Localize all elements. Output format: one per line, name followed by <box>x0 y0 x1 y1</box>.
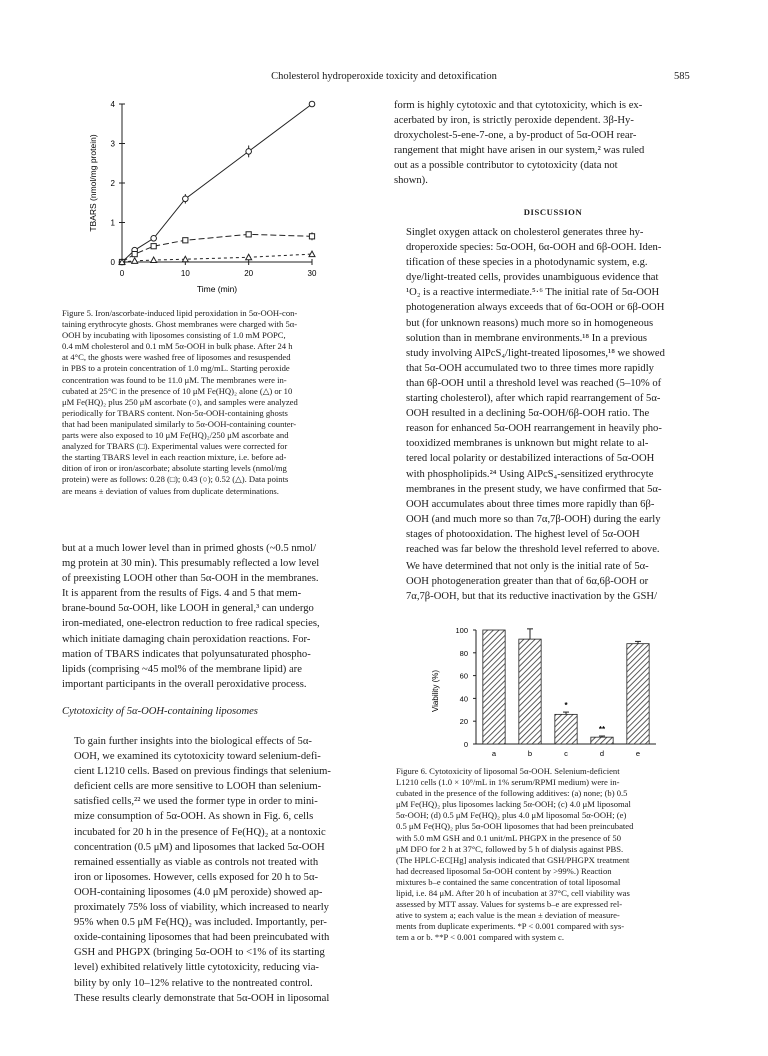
left-paragraph-line: deficient cells are more sensitive to LOOH than selenium- <box>74 781 322 793</box>
page-number: 585 <box>674 71 690 82</box>
left-paragraph-line: OOH, we examined its cytotoxicity toward selenium-defi- <box>74 751 321 763</box>
figure5-point-circle <box>246 149 252 155</box>
right-top-paragraph-line: acerbated by iron, is strictly peroxide dependent. 3β-Hy- <box>394 115 634 127</box>
discussion-p1-line: stages of photooxidation. The highest level of 5α-OOH <box>406 528 640 540</box>
figure6-significance-mark: * <box>564 701 568 711</box>
figure5-caption-line: OOH by incubating with liposomes consisting of 1.0 mM POPC, <box>62 330 286 341</box>
discussion-p1-line: OOH accumulates about three times more rapidly than 6β- <box>406 498 655 510</box>
figure5-caption-line: in PBS to a protein concentration of 1.0 mg/mL. Starting peroxide <box>62 363 290 374</box>
left-continuation-line: It is apparent from the results of Figs. 4 and 5 that mem- <box>62 588 302 600</box>
discussion-heading: DISCUSSION <box>523 207 583 217</box>
left-paragraph-line: These results clearly demonstrate that 5α-OOH in liposomal <box>74 992 330 1004</box>
figure5-caption <box>62 308 380 497</box>
discussion-p1-line: ¹O₂ is a reactive intermediate.⁵·⁶ The initial rate of 5α-OOH <box>406 287 660 299</box>
discussion-p1-line: membranes in the present study, we have confirmed that 5α- <box>406 483 662 495</box>
discussion-p1-line: tooxidized membranes is unknown but might relate to al- <box>406 438 649 450</box>
figure5-x-tick-label: 30 <box>307 269 317 278</box>
figure5-caption-line: periodically for TBARS content. Non-5α-OOH-containing ghosts <box>62 407 288 418</box>
left-paragraph-line: 95% when 0.5 μM Fe(HQ)₂ was included. Importantly, per- <box>74 917 327 929</box>
figure6-caption-line: ative to system a; each value is the mean ± deviation of measure- <box>396 910 620 921</box>
figure5-y-tick-label: 2 <box>110 179 115 188</box>
figure6-caption-line: Figure 6. Cytotoxicity of liposomal 5α-OOH. Selenium-deficient <box>396 766 620 776</box>
figure5-x-tick-label: 10 <box>180 269 190 278</box>
figure6-caption-line: with 5.0 mM GSH and 0.1 unit/mL PHGPX in the presence of 50 <box>396 832 622 843</box>
figure6-caption-line: ments from duplicate experiments. *P < 0.001 compared with sys- <box>396 921 625 932</box>
left-continuation <box>62 541 380 692</box>
figure6-category-label: e <box>635 749 641 758</box>
figure6-y-tick-label: 40 <box>459 694 468 704</box>
discussion-p2-line: We have determined that not only is the initial rate of 5α- <box>406 561 649 572</box>
figure6-y-tick-label: 60 <box>459 671 468 681</box>
left-continuation-line: mation of TBARS indicates that polyunsaturated phospho- <box>62 648 311 660</box>
discussion-paragraph-1 <box>394 225 712 557</box>
figure5-caption-line: μM Fe(HQ)₂ plus 250 μM ascorbate (○), and samples were analyzed <box>62 396 298 407</box>
right-top-paragraph-line: rangement that might have arisen in our system,² was ruled <box>394 145 645 157</box>
left-paragraph-line: incubated for 20 h in the presence of Fe(HQ)₂ at a nontoxic <box>74 826 326 838</box>
figure5-caption-line: Figure 5. Iron/ascorbate-induced lipid peroxidation in 5α-OOH-con- <box>62 308 298 318</box>
figure5-point-circle <box>151 236 157 242</box>
figure6-ylabel: Viability (%) <box>431 669 440 713</box>
left-continuation-line: important participants in the overall peroxidative process. <box>62 678 307 690</box>
figure6-chart <box>420 618 720 768</box>
discussion-p1-line: tification of these species in a photodynamic system, e.g. <box>406 257 648 269</box>
figure6-caption-line: cubated in the presence of the following additives: (a) none; (b) 0.5 <box>396 788 628 799</box>
figure6-caption-line: 0.5 μM Fe(HQ)₂ plus 5α-OOH liposomes that had been preincubated <box>396 821 634 832</box>
left-paragraph-line: To gain further insights into the biological effects of 5α- <box>74 736 312 747</box>
discussion-p1-line: study involving AlPcS₄/light-treated liposomes,¹⁸ we showed <box>406 347 665 359</box>
figure5-y-tick-label: 1 <box>110 218 115 228</box>
figure5-caption-line: are means ± deviation of values from duplicate determinations. <box>62 485 279 496</box>
left-continuation-line: lipids (comprising ~45 mol% of the membrane lipid) are <box>62 663 302 675</box>
figure6-significance-mark: ** <box>598 725 606 735</box>
left-paragraph-line: concentration (0.5 μM) and liposomes that lacked 5α-OOH <box>74 841 325 853</box>
discussion-p1-line: reason for enhanced 5α-OOH rearrangement in heavily pho- <box>406 423 662 435</box>
figure6-y-tick-label: 0 <box>463 740 468 749</box>
right-top-paragraph-line: out as a possible contributor to cytotoxicity (data not <box>394 160 618 172</box>
left-paragraph-line: mize consumption of 5α-OOH. As shown in Fig. 6, cells <box>74 811 314 823</box>
figure5-xlabel: Time (min) <box>196 284 238 294</box>
discussion-p1-line: OOH (and much more so than 7α,7β-OOH) during the early <box>406 513 661 525</box>
figure5-caption-line: that had been manipulated similarly to 5α-OOH-containing counter- <box>62 418 297 429</box>
left-continuation-line: brane-bound 5α-OOH, like LOOH in general,³ can undergo <box>62 603 314 615</box>
figure6-y-tick-label: 100 <box>455 626 468 635</box>
figure5-point-square <box>151 244 156 249</box>
figure5-caption-line: taining erythrocyte ghosts. Ghost membranes were charged with 5α- <box>62 319 298 330</box>
left-paragraph-line: proximately 75% loss of viability, which increased to nearly <box>74 902 329 914</box>
left-paragraph-line: cient L1210 cells. Based on previous findings that selenium- <box>74 766 331 778</box>
left-paragraph-line: bility by only 10–12% relative to the nontreated control. <box>74 977 313 989</box>
discussion-p1-line: that 5α-OOH accumulated two to three times more rapidly <box>406 362 654 374</box>
discussion-p1-line: tered local polarity or destabilized interactions of 5α-OOH <box>406 453 655 465</box>
figure5-caption-line: parts were also exposed to 10 μM Fe(HQ)₂/250 μM ascorbate and <box>62 430 289 441</box>
discussion-p1-line: dye/light-treated cells, provides unambiguous evidence that <box>406 272 659 284</box>
running-title: Cholesterol hydroperoxide toxicity and detoxification <box>271 71 497 82</box>
figure6-bar <box>591 737 613 744</box>
figure6-category-label: d <box>599 749 605 758</box>
discussion-paragraph-2 <box>394 559 712 604</box>
figure5-chart <box>80 96 380 306</box>
left-paragraph-line: level) exhibited relatively little cytotoxicity, reducing via- <box>74 962 319 974</box>
figure6-category-label: c <box>564 749 568 758</box>
right-top-paragraph-line: shown). <box>394 175 428 187</box>
figure6-bar <box>519 639 541 744</box>
figure6-y-tick-label: 20 <box>459 717 468 727</box>
figure6-caption <box>396 766 712 944</box>
right-top-paragraph-line: form is highly cytotoxic and that cytotoxicity, which is ex- <box>394 100 643 111</box>
figure5-caption-line: concentration was found to be 11.0 μM. The membranes were in- <box>62 374 287 385</box>
figure6-caption-line: tem a or b. **P < 0.001 compared with system c. <box>396 932 565 943</box>
left-paragraph-line: oxide-containing liposomes that had been preincubated with <box>74 932 330 944</box>
figure6-caption-line: μM DFO for 2 h at 37°C, followed by 5 h of dialysis against PBS. <box>396 843 624 854</box>
left-paragraph-line: remained essentially as viable as controls not treated with <box>74 856 319 868</box>
discussion-p1-line: with phospholipids.²⁴ Using AlPcS₄-sensitized erythrocyte <box>406 468 654 480</box>
figure5-caption-line: analyzed for TBARS (□). Experimental values were corrected for <box>62 441 288 452</box>
left-continuation-line: but at a much lower level than in primed ghosts (~0.5 nmol/ <box>62 543 317 554</box>
left-continuation-line: mg protein at 30 min). This presumably reflected a low level <box>62 558 320 570</box>
left-continuation-line: which initiate damaging chain peroxidation reactions. For- <box>62 633 311 645</box>
figure6-caption-line: mixtures b–e contained the same concentration of total liposomal <box>396 876 621 887</box>
right-top-paragraph <box>394 98 712 189</box>
left-paragraph-line: satisfied cells,²² we used the former type in order to mini- <box>74 796 318 808</box>
left-paragraph <box>62 734 380 1006</box>
figure5-point-square <box>246 232 251 237</box>
figure6-category-label: a <box>491 749 497 758</box>
figure5-point-square <box>309 234 314 239</box>
discussion-p2-line: 7α,7β-OOH, but that its reductive inactivation by the GSH/ <box>406 591 658 603</box>
discussion-p1-line: droperoxide species: 5α-OOH, 6α-OOH and 6β-OOH. Iden- <box>406 242 662 254</box>
figure6-y-tick-label: 80 <box>459 648 468 658</box>
figure5-point-square <box>132 252 137 257</box>
figure5-point-circle <box>309 101 315 107</box>
figure6-bar <box>483 630 505 744</box>
left-continuation-line: of preexisting LOOH other than 5α-OOH in the membranes. <box>62 573 319 585</box>
figure5-ylabel: TBARS (nmol/mg protein) <box>88 134 98 232</box>
discussion-p1-line: photogeneration always exceeds that of 6α-OOH or 6β-OOH <box>406 302 665 314</box>
figure5-y-tick-label: 4 <box>110 100 115 109</box>
figure5-point-circle <box>183 196 189 202</box>
subsection-title: Cytotoxicity of 5α-OOH-containing liposomes <box>62 706 258 717</box>
left-paragraph-line: GSH and PHGPX (bringing 5α-OOH to <1% of its starting <box>74 947 325 959</box>
figure5-point-square <box>183 238 188 243</box>
figure6-category-label: b <box>527 749 533 758</box>
figure5-x-tick-label: 0 <box>119 269 125 278</box>
discussion-p1-line: Singlet oxygen attack on cholesterol generates three hy- <box>406 227 644 238</box>
figure6-caption-line: assessed by MTT assay. Values for systems b–e are expressed rel- <box>396 899 623 910</box>
figure5-caption-line: 0.4 mM cholesterol and 0.1 mM 5α-OOH in bulk phase. After 24 h <box>62 341 293 352</box>
figure5-y-tick-label: 0 <box>110 258 115 267</box>
figure5-caption-line: dition of iron or iron/ascorbate; absolute starting levels (nmol/mg <box>62 463 287 474</box>
discussion-p2-line: OOH photogeneration greater than that of 6α,6β-OOH or <box>406 576 649 588</box>
figure5-caption-line: protein) were as follows: 0.28 (□); 0.43 (○); 0.52 (△). Data points <box>62 474 289 485</box>
figure5-series-line <box>122 254 312 262</box>
figure5-point-triangle <box>151 257 157 263</box>
figure6-caption-line: μM Fe(HQ)₂ plus liposomes lacking 5α-OOH; (c) 4.0 μM liposomal <box>396 799 631 810</box>
figure6-caption-line: L1210 cells (1.0 × 10⁶/mL in 1% serum/RPMI medium) were in- <box>396 777 620 788</box>
left-paragraph-line: OOH-containing liposomes (4.0 μM peroxide) showed ap- <box>74 886 323 898</box>
figure6-caption-line: 5α-OOH; (d) 0.5 μM Fe(HQ)₂ plus 4.0 μM liposomal 5α-OOH; (e) <box>396 810 627 821</box>
right-top-paragraph-line: droxycholest-5-ene-7-one, a by-product of 5α-OOH rear- <box>394 130 637 142</box>
discussion-p1-line: than 6β-OOH until a threshold level was reached (5–10% of <box>406 377 662 389</box>
figure6-bar <box>627 644 649 744</box>
discussion-p1-line: OOH resulted in a declining 5α-OOH/6β-OOH ratio. The <box>406 408 650 420</box>
left-continuation-line: iron-mediated, one-electron reduction to free radical species, <box>62 618 320 630</box>
figure5-caption-line: at 4°C, the ghosts were washed free of liposomes and resuspended <box>62 352 291 363</box>
left-paragraph-line: iron or liposomes. However, cells exposed for 20 h to 5α- <box>74 871 319 883</box>
figure6-bar <box>555 714 577 744</box>
figure6-caption-line: (The HPLC-EC[Hg] analysis indicated that GSH/PHGPX treatment <box>396 854 630 865</box>
figure5-x-tick-label: 20 <box>244 269 254 278</box>
figure6-caption-line: had decreased liposomal 5α-OOH content by >99%.) Reaction <box>396 865 612 876</box>
discussion-p1-line: but (for unknown reasons) much more so in homogeneous <box>406 317 654 329</box>
figure5-caption-line: the starting TBARS level in each reaction mixture, i.e. before ad- <box>62 452 287 463</box>
figure5-caption-line: cubated at 25°C in the presence of 10 μM Fe(HQ)₂ alone (△) or 10 <box>62 385 293 396</box>
discussion-p1-line: starting cholesterol), after which rapid rearrangement of 5α- <box>406 393 661 405</box>
discussion-p1-line: reached was far below the threshold level referred to above. <box>406 543 660 555</box>
discussion-p1-line: solution than in membrane environments.¹⁸ In a previous <box>406 332 648 344</box>
figure6-caption-line: lipid, i.e. 84 μM. After 20 h of incubation at 37°C, cell viability was <box>396 888 630 899</box>
figure5-y-tick-label: 3 <box>110 139 115 149</box>
